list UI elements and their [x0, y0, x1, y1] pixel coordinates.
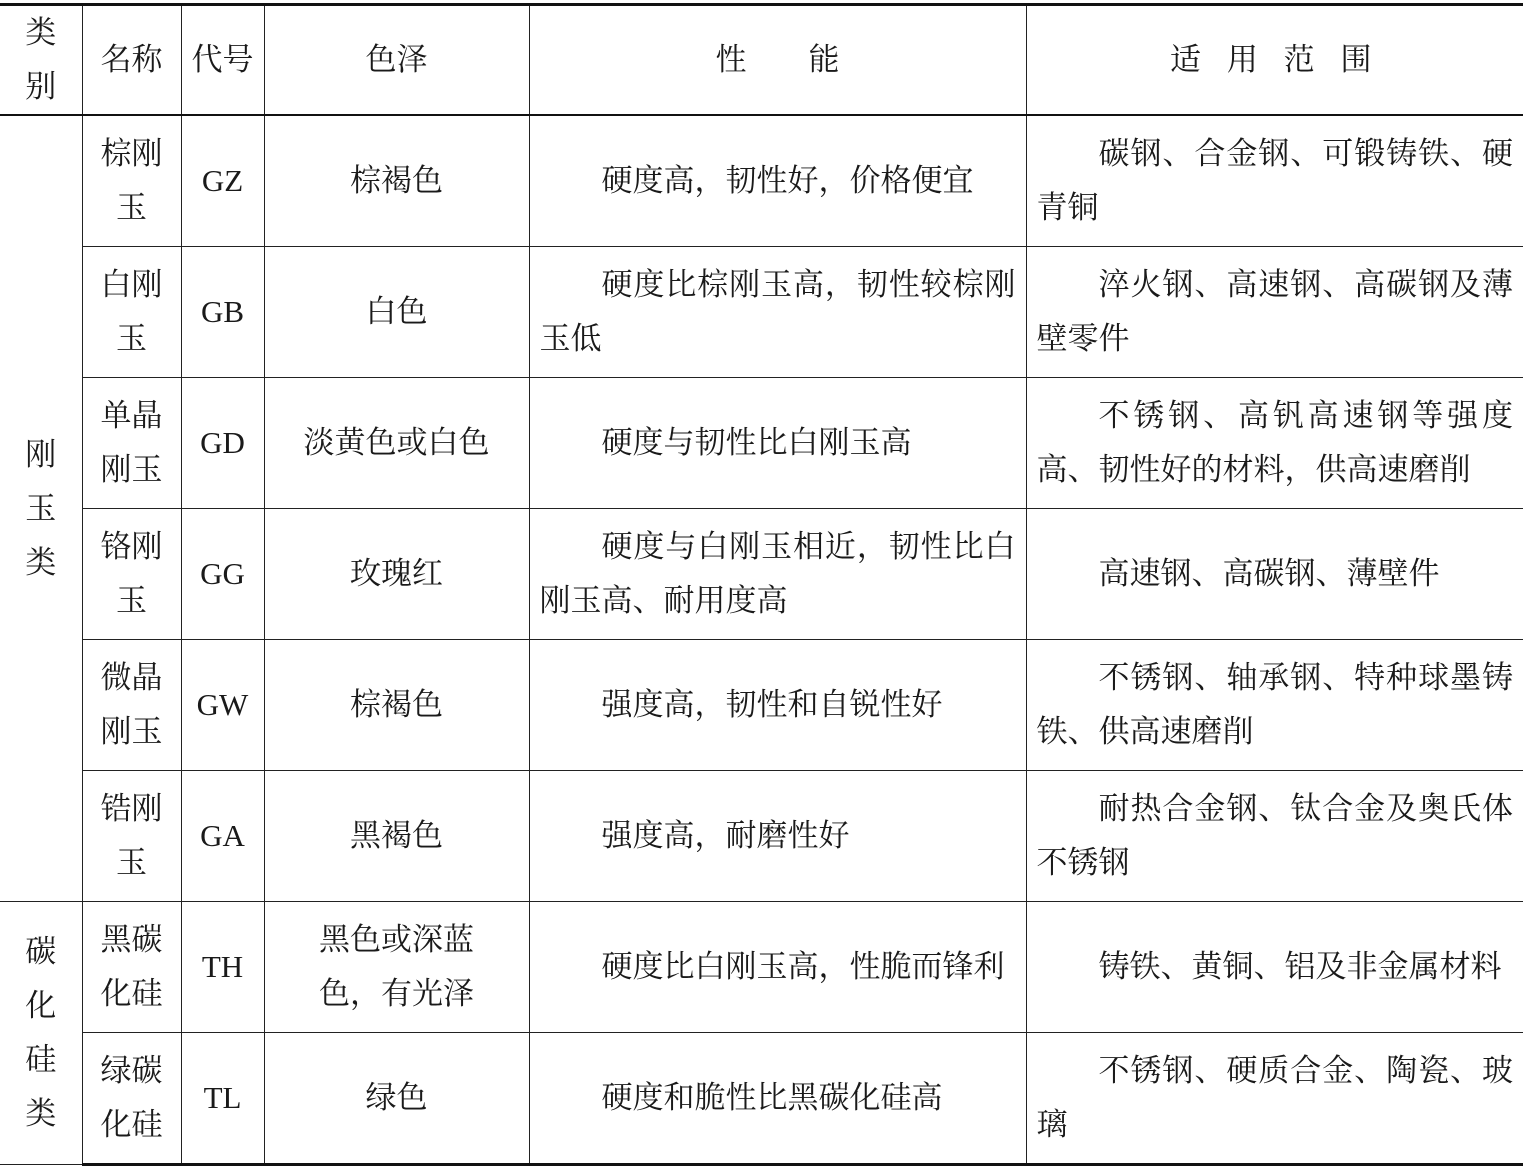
- color-cell: 白色: [264, 247, 529, 378]
- color-cell: 棕褐色: [264, 115, 529, 247]
- header-scope: 适 用 范 围: [1026, 5, 1523, 116]
- code-cell: GZ: [181, 115, 264, 247]
- table-row: [0, 115, 1523, 247]
- performance-cell: 强度高，耐磨性好: [529, 771, 1026, 902]
- code-cell: GG: [181, 509, 264, 640]
- table-row: [0, 509, 1523, 640]
- performance-cell: 硬度高，韧性好，价格便宜: [529, 115, 1026, 247]
- code-cell: TL: [181, 1033, 264, 1165]
- scope-cell: 耐热合金钢、钛合金及奥氏体不锈钢: [1026, 771, 1523, 902]
- performance-cell: 强度高，韧性和自锐性好: [529, 640, 1026, 771]
- scope-cell: 不锈钢、高钒高速钢等强度高、韧性好的材料，供高速磨削: [1026, 378, 1523, 509]
- header-category: 类别: [0, 5, 82, 116]
- scope-cell: 高速钢、高碳钢、薄壁件: [1026, 509, 1523, 640]
- code-cell: GW: [181, 640, 264, 771]
- category-cell: 刚 玉 类: [0, 115, 82, 902]
- table-row: [0, 247, 1523, 378]
- performance-cell: 硬度比棕刚玉高，韧性较棕刚玉低: [529, 247, 1026, 378]
- table-row: [0, 640, 1523, 771]
- performance-cell: 硬度与白刚玉相近，韧性比白刚玉高、耐用度高: [529, 509, 1026, 640]
- code-cell: GB: [181, 247, 264, 378]
- performance-cell: 硬度与韧性比白刚玉高: [529, 378, 1026, 509]
- color-cell: 玫瑰红: [264, 509, 529, 640]
- scope-cell: 铸铁、黄铜、铝及非金属材料: [1026, 902, 1523, 1033]
- name-cell: 单晶 刚玉: [82, 378, 181, 509]
- color-cell: 绿色: [264, 1033, 529, 1165]
- scope-cell: 不锈钢、硬质合金、陶瓷、玻璃: [1026, 1033, 1523, 1165]
- color-cell: 淡黄色或白色: [264, 378, 529, 509]
- name-cell: 棕刚 玉: [82, 115, 181, 247]
- code-cell: TH: [181, 902, 264, 1033]
- header-code: 代号: [181, 5, 264, 116]
- header-name: 名称: [82, 5, 181, 116]
- scope-cell: 不锈钢、轴承钢、特种球墨铸铁、供高速磨削: [1026, 640, 1523, 771]
- color-cell: 黑褐色: [264, 771, 529, 902]
- table-row: [0, 771, 1523, 902]
- header-performance: 性 能: [529, 5, 1026, 116]
- color-cell: 棕褐色: [264, 640, 529, 771]
- name-cell: 黑碳 化硅: [82, 902, 181, 1033]
- name-cell: 铬刚 玉: [82, 509, 181, 640]
- table-row: [0, 902, 1523, 1033]
- code-cell: GA: [181, 771, 264, 902]
- scope-cell: 淬火钢、高速钢、高碳钢及薄壁零件: [1026, 247, 1523, 378]
- code-cell: GD: [181, 378, 264, 509]
- name-cell: 锆刚 玉: [82, 771, 181, 902]
- category-cell: 碳化 硅类: [0, 902, 82, 1165]
- scope-cell: 碳钢、合金钢、可锻铸铁、硬青铜: [1026, 115, 1523, 247]
- name-cell: 白刚 玉: [82, 247, 181, 378]
- performance-cell: 硬度比白刚玉高，性脆而锋利: [529, 902, 1026, 1033]
- abrasive-table: [0, 3, 1523, 1166]
- table-body: [0, 115, 1523, 1165]
- header-color: 色泽: [264, 5, 529, 116]
- color-cell: 黑色或深蓝 色，有光泽: [264, 902, 529, 1033]
- name-cell: 微晶 刚玉: [82, 640, 181, 771]
- performance-cell: 硬度和脆性比黑碳化硅高: [529, 1033, 1026, 1165]
- header-row: [0, 5, 1523, 116]
- table-row: [0, 378, 1523, 509]
- table-row: [0, 1033, 1523, 1165]
- name-cell: 绿碳 化硅: [82, 1033, 181, 1165]
